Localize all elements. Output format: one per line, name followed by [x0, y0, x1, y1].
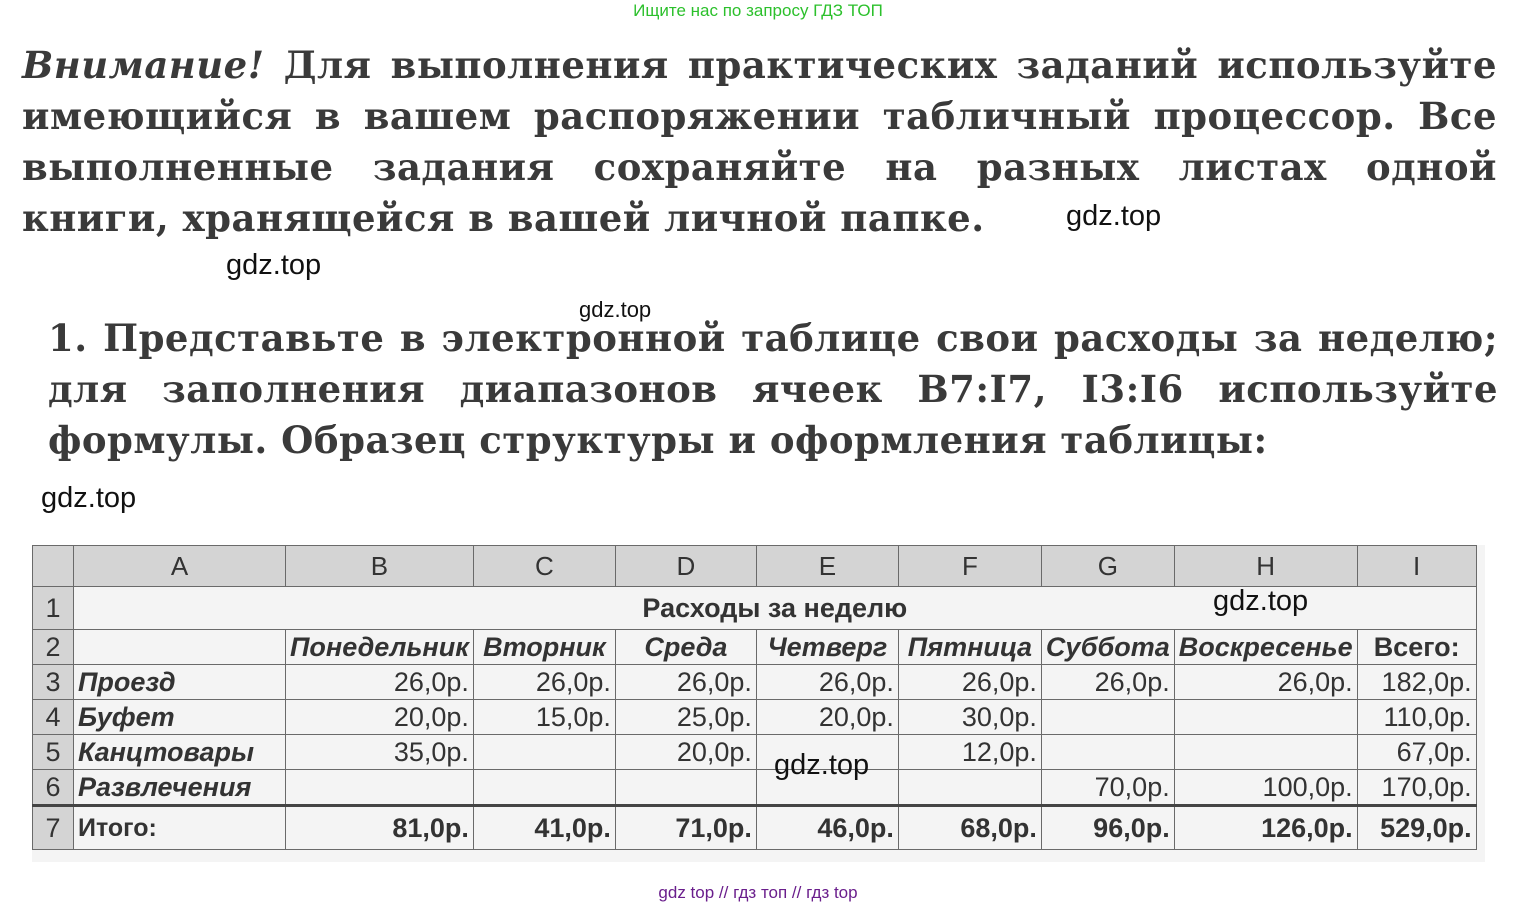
category-cell[interactable]: Буфет: [74, 700, 286, 735]
value-cell[interactable]: 20,0р.: [756, 700, 898, 735]
value-cell[interactable]: 100,0р.: [1174, 770, 1357, 806]
sum-label-cell[interactable]: Итого:: [74, 806, 286, 850]
value-cell[interactable]: [1041, 735, 1174, 770]
row-header[interactable]: 3: [33, 665, 74, 700]
sum-cell[interactable]: 71,0р.: [615, 806, 756, 850]
value-cell[interactable]: 20,0р.: [615, 735, 756, 770]
search-hint: Ищите нас по запросу ГДЗ ТОП: [633, 1, 883, 20]
column-header[interactable]: F: [898, 546, 1041, 587]
sum-cell[interactable]: 81,0р.: [286, 806, 474, 850]
watermark: gdz.top: [1066, 200, 1162, 232]
value-cell[interactable]: 26,0р.: [1041, 665, 1174, 700]
attention-paragraph: [22, 40, 1497, 244]
category-cell[interactable]: Канцтовары: [74, 735, 286, 770]
value-cell[interactable]: 70,0р.: [1041, 770, 1174, 806]
task-paragraph: 1. Представьте в электронной таблице свои расходы за неделю; для заполнения диапазонов ячеек B7:I7, I3:I6 используйте формулы. Образец структуры и оформления таблицы:: [48, 316, 1498, 462]
row-header[interactable]: 5: [33, 735, 74, 770]
column-header[interactable]: H: [1174, 546, 1357, 587]
table-row-sum: [33, 806, 1477, 850]
day-header-cell[interactable]: Понедельник: [286, 630, 474, 665]
value-cell[interactable]: 15,0р.: [473, 700, 615, 735]
value-cell[interactable]: 26,0р.: [898, 665, 1041, 700]
value-cell[interactable]: [1041, 700, 1174, 735]
value-cell[interactable]: 26,0р.: [286, 665, 474, 700]
column-header-row: [33, 546, 1477, 587]
column-header[interactable]: C: [473, 546, 615, 587]
watermark: gdz.top: [226, 249, 322, 281]
sum-cell[interactable]: 46,0р.: [756, 806, 898, 850]
row-header[interactable]: 1: [33, 587, 74, 630]
table-row: [33, 735, 1477, 770]
value-cell[interactable]: 26,0р.: [756, 665, 898, 700]
watermark: gdz.top: [579, 297, 652, 322]
row-total-cell[interactable]: 170,0р.: [1357, 770, 1476, 806]
sum-cell[interactable]: 68,0р.: [898, 806, 1041, 850]
value-cell[interactable]: 35,0р.: [286, 735, 474, 770]
watermark: gdz.top: [1213, 585, 1309, 617]
day-header-cell[interactable]: Вторник: [473, 630, 615, 665]
column-header[interactable]: A: [74, 546, 286, 587]
column-header[interactable]: I: [1357, 546, 1476, 587]
grand-total-cell[interactable]: 529,0р.: [1357, 806, 1476, 850]
table-row: [33, 630, 1477, 665]
value-cell[interactable]: 26,0р.: [1174, 665, 1357, 700]
attention-text: Для выполнения практических заданий используйте имеющийся в вашем распоряжении табличный процессор. Все выполненные задания сохраняйте на разных листах одной книги, хранящейся в вашей личной папке.: [22, 43, 1497, 240]
value-cell[interactable]: 26,0р.: [615, 665, 756, 700]
row-header[interactable]: 2: [33, 630, 74, 665]
value-cell[interactable]: [1174, 700, 1357, 735]
value-cell[interactable]: [1174, 735, 1357, 770]
value-cell[interactable]: [473, 735, 615, 770]
row-total-cell[interactable]: 67,0р.: [1357, 735, 1476, 770]
row-total-cell[interactable]: 110,0р.: [1357, 700, 1476, 735]
day-header-cell[interactable]: Четверг: [756, 630, 898, 665]
value-cell[interactable]: [473, 770, 615, 806]
row-header[interactable]: 7: [33, 806, 74, 850]
column-header[interactable]: D: [615, 546, 756, 587]
table-title-cell[interactable]: Расходы за неделю: [74, 587, 1477, 630]
column-header[interactable]: E: [756, 546, 898, 587]
column-header[interactable]: B: [286, 546, 474, 587]
footer-note: gdz top // гдз топ // гдз top: [658, 883, 858, 902]
value-cell[interactable]: 25,0р.: [615, 700, 756, 735]
day-header-cell[interactable]: Воскресенье: [1174, 630, 1357, 665]
sum-cell[interactable]: 126,0р.: [1174, 806, 1357, 850]
corner-cell[interactable]: [33, 546, 74, 587]
table-row: [33, 665, 1477, 700]
value-cell[interactable]: 26,0р.: [473, 665, 615, 700]
sum-cell[interactable]: 41,0р.: [473, 806, 615, 850]
value-cell[interactable]: 20,0р.: [286, 700, 474, 735]
day-header-cell[interactable]: Пятница: [898, 630, 1041, 665]
day-header-cell[interactable]: Суббота: [1041, 630, 1174, 665]
table-row: [33, 770, 1477, 806]
row-header[interactable]: 4: [33, 700, 74, 735]
value-cell[interactable]: [286, 770, 474, 806]
watermark: gdz.top: [41, 482, 137, 514]
cell[interactable]: [74, 630, 286, 665]
value-cell[interactable]: [615, 770, 756, 806]
column-header[interactable]: G: [1041, 546, 1174, 587]
row-total-cell[interactable]: 182,0р.: [1357, 665, 1476, 700]
value-cell[interactable]: 12,0р.: [898, 735, 1041, 770]
value-cell[interactable]: [898, 770, 1041, 806]
total-header-cell[interactable]: Всего:: [1357, 630, 1476, 665]
value-cell[interactable]: 30,0р.: [898, 700, 1041, 735]
category-cell[interactable]: Развлечения: [74, 770, 286, 806]
watermark: gdz.top: [774, 749, 870, 781]
table-row: [33, 700, 1477, 735]
sum-cell[interactable]: 96,0р.: [1041, 806, 1174, 850]
attention-label: Внимание!: [22, 43, 265, 87]
day-header-cell[interactable]: Среда: [615, 630, 756, 665]
row-header[interactable]: 6: [33, 770, 74, 806]
category-cell[interactable]: Проезд: [74, 665, 286, 700]
